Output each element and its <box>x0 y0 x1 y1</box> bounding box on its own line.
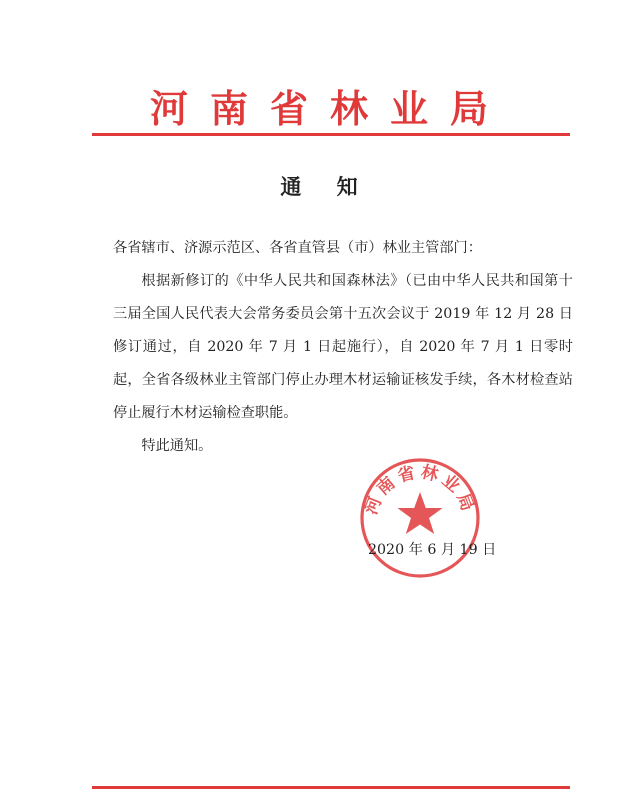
addressee-line: 各省辖市、济源示范区、各省直管县（市）林业主管部门： <box>113 240 482 256</box>
footer-divider <box>92 786 570 789</box>
body-paragraph: 根据新修订的《中华人民共和国森林法》（已由中华人民共和国第十三届全国人民代表大会常务委员会第十五次会议于 2019 年 12 月 28 日修订通过，自 2020 年 7 月 1 日起施行），自 2020 年 7 月 1 日零时起，全省各级林业主管部门停止办理木材运输证核发手续，各木材检查站停止履行木材运输检查职能。 <box>113 273 573 421</box>
issue-date: 2020 年 6 月 19 日 <box>368 542 497 558</box>
letterhead-title: 河南省林业局 <box>149 87 510 131</box>
seal-text: 河南省林业局 <box>361 462 479 518</box>
official-seal <box>357 455 483 581</box>
closing-paragraph: 特此通知。 <box>141 438 213 454</box>
document-title: 通 知 <box>280 175 372 199</box>
header-divider <box>92 133 570 136</box>
document-body <box>113 232 573 463</box>
